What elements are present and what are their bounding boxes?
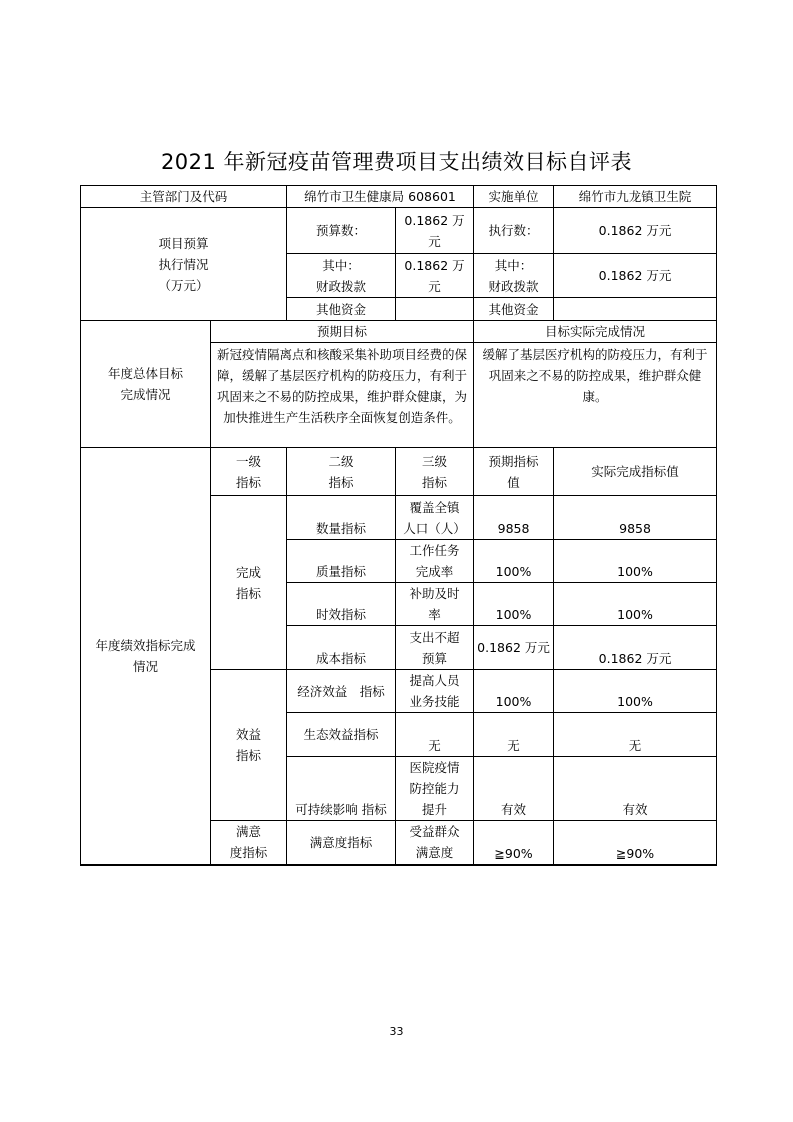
expected-value-cell: 0.1862 万元 xyxy=(474,626,554,670)
goal-section-label-line2: 完成情况 xyxy=(120,387,171,402)
actual-value-cell: 100% xyxy=(554,670,717,713)
satisfaction-group-line1: 满意 xyxy=(236,824,262,840)
level2-cell: 可持续影响 指标 xyxy=(287,757,396,821)
fiscal-label-line2: 财政拨款 xyxy=(316,278,367,294)
benefit-group-line2: 指标 xyxy=(236,748,262,763)
level2-cell: 经济效益 指标 xyxy=(287,670,396,713)
completion-group-line2: 指标 xyxy=(236,585,262,601)
level3-line1: 覆盖全镇 xyxy=(409,499,460,515)
expected-value-header xyxy=(474,448,554,496)
actual-goal-header: 目标实际完成情况 xyxy=(474,321,717,343)
dept-value: 绵竹市卫生健康局 608601 xyxy=(287,186,474,208)
level3-header-line1: 三级 xyxy=(422,453,448,469)
level2-cell: 数量指标 xyxy=(287,496,396,540)
expected-value-cell: 9858 xyxy=(474,496,554,540)
level2-cell: 成本指标 xyxy=(287,626,396,670)
budget-value: 0.1862 万元 xyxy=(396,208,474,254)
level3-cell xyxy=(396,626,474,670)
actual-goal-text: 缓解了基层医疗机构的防疫压力，有利于巩固来之不易的防控成果，维护群众健康。 xyxy=(474,343,717,448)
budget-section-label-line3: （万元） xyxy=(158,277,209,293)
level3-line1: 提高人员 xyxy=(409,673,460,688)
expected-value-cell: 100% xyxy=(474,583,554,626)
completion-group-line1: 完成 xyxy=(236,564,262,580)
fiscal-exec-label-line1: 其中： xyxy=(494,257,533,273)
expected-goal-text: 新冠疫情隔离点和核酸采集补助项目经费的保障，缓解了基层医疗机构的防疫压力，有利于巩固来之不易的防控成果，维护群众健康，为加快推进生产生活秩序全面恢复创造条件。 xyxy=(211,343,474,448)
level1-header-line1: 一级 xyxy=(236,453,262,469)
indicator-section-label-line2: 情况 xyxy=(132,658,158,674)
actual-value-cell: 无 xyxy=(554,713,717,757)
budget-row xyxy=(81,208,717,254)
actual-value-cell: ≧90% xyxy=(554,821,717,865)
level3-cell xyxy=(396,670,474,713)
level3-cell: 无 xyxy=(396,713,474,757)
actual-value-cell: 9858 xyxy=(554,496,717,540)
level2-cell: 生态效益指标 xyxy=(287,713,396,757)
level3-header-line2: 指标 xyxy=(422,474,448,490)
dept-label: 主管部门及代码 xyxy=(81,186,287,208)
header-row xyxy=(81,186,717,208)
level1-header xyxy=(211,448,287,496)
budget-label: 预算数： xyxy=(287,208,396,254)
level3-line1: 补助及时 xyxy=(409,586,460,601)
budget-section-label-line1: 项目预算 xyxy=(158,235,209,251)
level3-cell xyxy=(396,757,474,821)
level3-cell xyxy=(396,540,474,583)
actual-value-cell: 有效 xyxy=(554,757,717,821)
fiscal-value: 0.1862 万元 xyxy=(396,254,474,298)
fiscal-exec-value: 0.1862 万元 xyxy=(554,254,717,298)
benefit-group-label xyxy=(211,670,287,821)
page-title: 2021 年新冠疫苗管理费项目支出绩效目标自评表 xyxy=(160,150,633,174)
level3-line1: 医院疫情 xyxy=(409,760,460,775)
other-funds-exec-label: 其他资金 xyxy=(474,298,554,321)
fiscal-exec-label xyxy=(474,254,554,298)
level2-cell: 满意度指标 xyxy=(287,821,396,865)
level3-cell xyxy=(396,496,474,540)
actual-value-cell: 100% xyxy=(554,540,717,583)
expected-goal-header: 预期目标 xyxy=(211,321,474,343)
level3-line1: 工作任务 xyxy=(409,543,460,558)
impl-label: 实施单位 xyxy=(474,186,554,208)
level3-header xyxy=(396,448,474,496)
level3-line2: 人口（人） xyxy=(403,520,466,536)
level1-header-line2: 指标 xyxy=(236,474,262,490)
benefit-group-line1: 效益 xyxy=(236,727,262,742)
goal-section-label xyxy=(81,321,211,448)
level3-cell xyxy=(396,821,474,865)
actual-value-header: 实际完成指标值 xyxy=(554,448,717,496)
fiscal-label-line1: 其中： xyxy=(322,257,360,273)
level3-line2: 满意度 xyxy=(415,845,454,861)
goal-section-label-line1: 年度总体目标 xyxy=(107,366,183,381)
budget-section-label xyxy=(81,208,287,321)
level3-line2: 率 xyxy=(428,607,441,622)
expected-value-cell: 100% xyxy=(474,670,554,713)
indicator-section-label-line1: 年度绩效指标完成 xyxy=(95,637,196,653)
level3-line2: 防控能力 xyxy=(409,781,460,796)
expected-value-header-line2: 值 xyxy=(507,474,520,490)
level2-cell: 质量指标 xyxy=(287,540,396,583)
other-funds-value xyxy=(396,298,474,321)
indicator-section-label xyxy=(81,448,211,865)
impl-value: 绵竹市九龙镇卫生院 xyxy=(554,186,717,208)
exec-label: 执行数： xyxy=(474,208,554,254)
fiscal-label xyxy=(287,254,396,298)
expected-value-cell: ≧90% xyxy=(474,821,554,865)
expected-value-cell: 无 xyxy=(474,713,554,757)
expected-value-cell: 有效 xyxy=(474,757,554,821)
level2-header xyxy=(287,448,396,496)
actual-value-cell: 0.1862 万元 xyxy=(554,626,717,670)
level3-line1: 受益群众 xyxy=(409,824,460,840)
level3-line2: 业务技能 xyxy=(409,694,460,709)
expected-value-header-line1: 预期指标 xyxy=(488,453,539,469)
level3-line2: 完成率 xyxy=(415,564,454,579)
budget-section-label-line2: 执行情况 xyxy=(158,256,209,272)
satisfaction-group-line2: 度指标 xyxy=(229,845,268,861)
level2-header-line2: 指标 xyxy=(328,474,354,490)
self-evaluation-table xyxy=(80,185,717,866)
level2-header-line1: 二级 xyxy=(328,453,354,469)
other-funds-label: 其他资金 xyxy=(287,298,396,321)
exec-value: 0.1862 万元 xyxy=(554,208,717,254)
level3-line1: 支出不超 xyxy=(409,629,460,645)
expected-value-cell: 100% xyxy=(474,540,554,583)
level3-cell xyxy=(396,583,474,626)
actual-value-cell: 100% xyxy=(554,583,717,626)
satisfaction-group-label xyxy=(211,821,287,865)
page-number: 33 xyxy=(389,1025,404,1038)
level3-line2: 预算 xyxy=(422,650,448,666)
level2-cell: 时效指标 xyxy=(287,583,396,626)
completion-group-label xyxy=(211,496,287,670)
goal-header-row xyxy=(81,321,717,343)
other-funds-exec-value xyxy=(554,298,717,321)
indicator-header-row xyxy=(81,448,717,496)
level3-line3: 提升 xyxy=(422,802,448,817)
fiscal-exec-label-line2: 财政拨款 xyxy=(488,278,539,294)
